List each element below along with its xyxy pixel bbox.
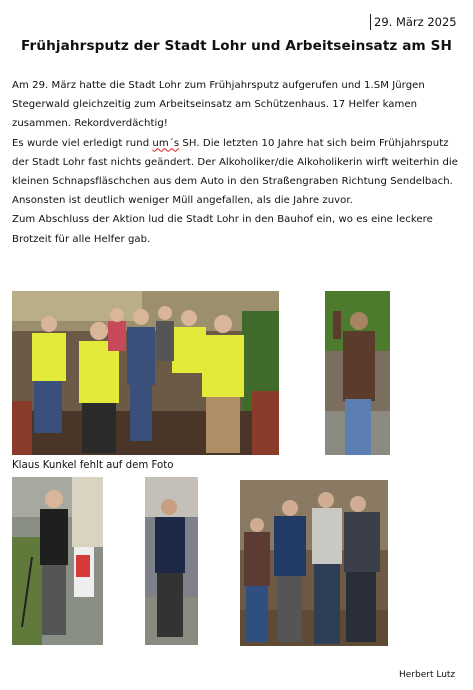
spellcheck-word: um´s — [152, 137, 180, 149]
date-line: 29. März 2025 — [370, 14, 457, 30]
team-four-photo — [240, 480, 388, 646]
photo-caption: Klaus Kunkel fehlt auf dem Foto — [12, 460, 174, 471]
paragraph-2-rest: SH. Die letzten 10 Jahre hat sich beim Frühjahrsputz der Stadt Lohr fast nichts geändert. Der Alkoholiker/die Alkoholikerin wirft weiterhin die kleinen Schnapsfläschchen aus dem Auto in den Straßengraben Richtung Sendelbach. Ansonsten ist deutlich weniger Müll angefallen, als die Jahre zuvor. — [12, 137, 459, 207]
author-signature: Herbert Lutz — [399, 670, 456, 680]
article-body — [12, 76, 464, 249]
paragraph-3: Zum Abschluss der Aktion lud die Stadt Lohr in den Bauhof ein, wo es eine leckere Brotzeit für alle Helfer gab. — [12, 214, 433, 245]
waving-photo — [325, 291, 390, 455]
man-portrait-photo — [145, 477, 198, 645]
paragraph-2-start: Es wurde viel erledigt rund — [12, 137, 153, 149]
paragraph-2 — [12, 134, 464, 211]
trash-collector-photo — [12, 477, 103, 645]
paragraph-1: Am 29. März hatte die Stadt Lohr zum Frühjahrsputz aufgerufen und 1.SM Jürgen Stegerwald gleichzeitig zum Arbeitseinsatz am Schützenhaus. 17 Helfer kamen zusammen. Rekordverdächtig! — [12, 80, 425, 130]
group-photo — [12, 291, 279, 455]
page-title: Frühjahrsputz der Stadt Lohr und Arbeitseinsatz am SH — [21, 38, 452, 54]
